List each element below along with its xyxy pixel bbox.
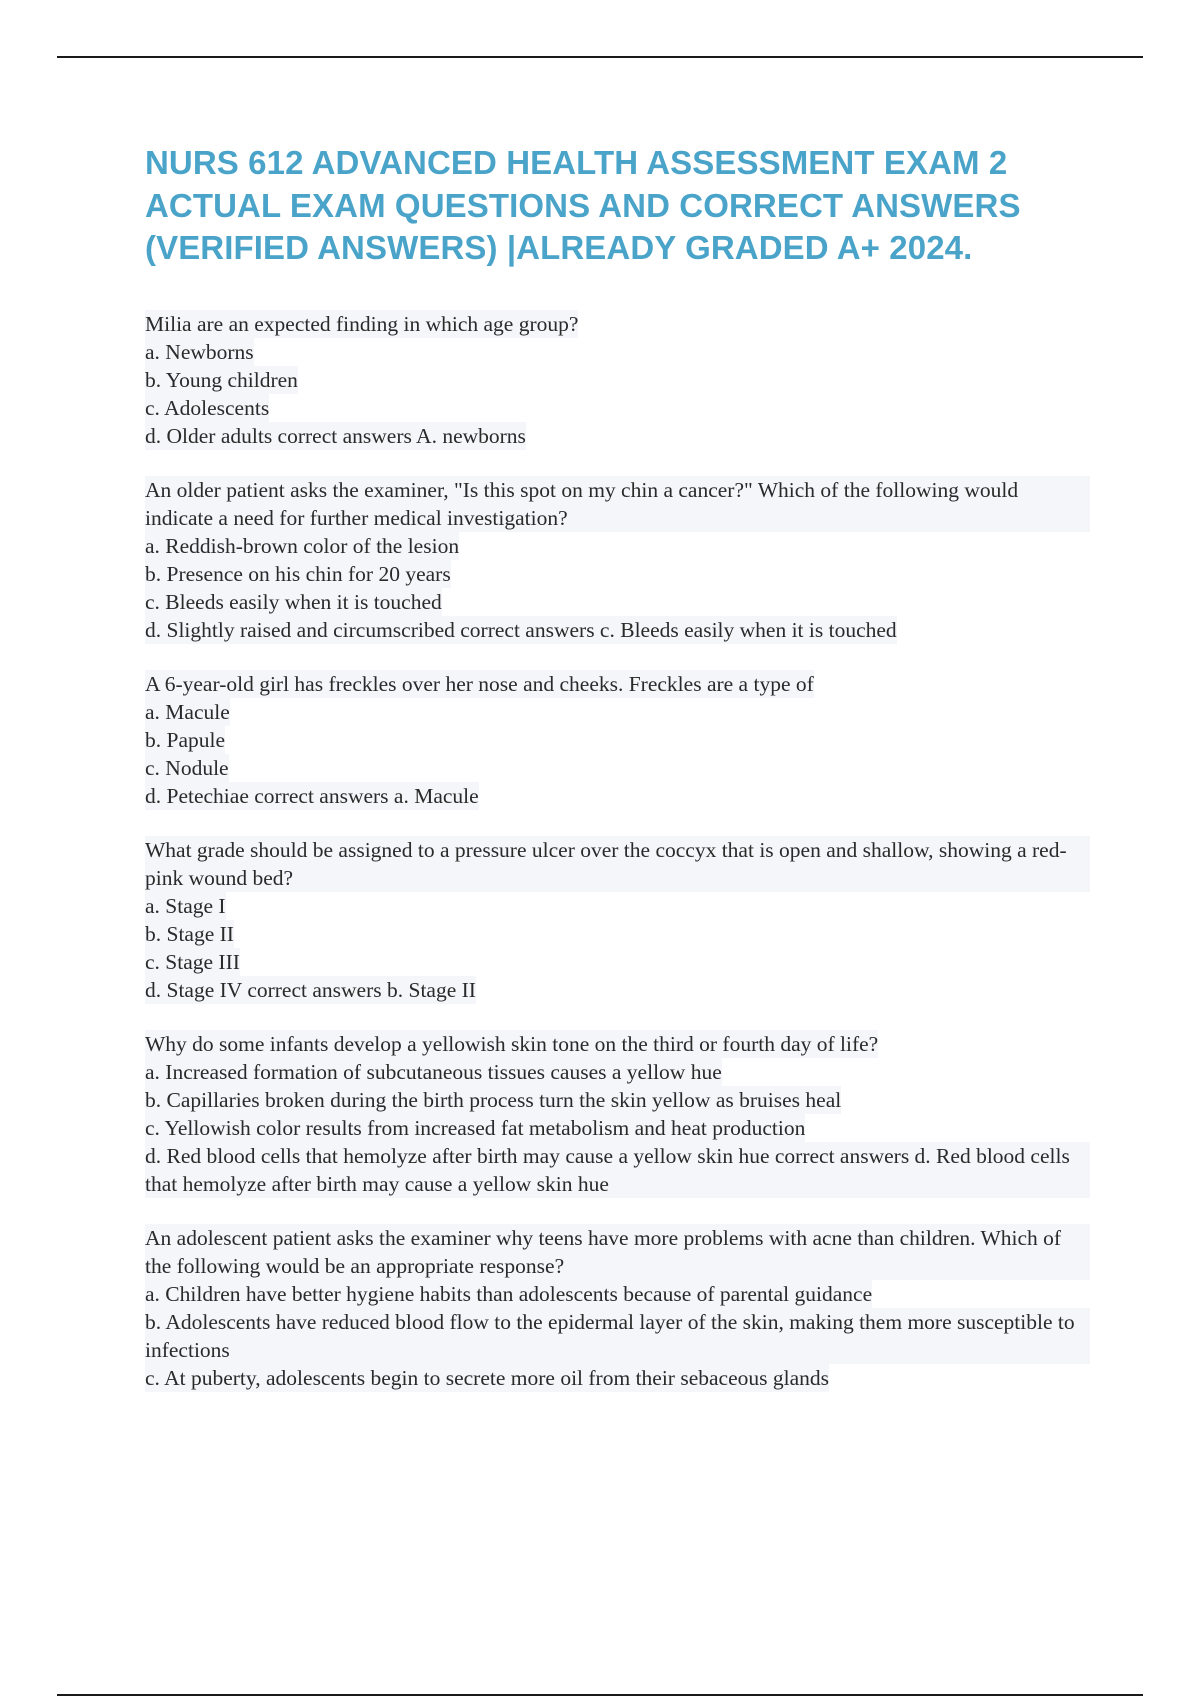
answer-option: a. Newborns: [145, 339, 254, 364]
question-block: [145, 1224, 1090, 1392]
answer-option: a. Children have better hygiene habits than adolescents because of parental guidance: [145, 1281, 873, 1306]
answer-option: a. Macule: [145, 699, 230, 724]
answer-option: c. At puberty, adolescents begin to secrete more oil from their sebaceous glands: [145, 1365, 830, 1390]
top-divider: [57, 56, 1143, 58]
question-stem: What grade should be assigned to a pressure ulcer over the coccyx that is open and shallow, showing a red-pink wound bed?: [145, 836, 1090, 892]
answer-option: c. Bleeds easily when it is touched: [145, 589, 442, 614]
answer-option-with-answer: d. Petechiae correct answers a. Macule: [145, 783, 479, 808]
question-list: [145, 310, 1090, 1392]
question-stem: A 6-year-old girl has freckles over her nose and cheeks. Freckles are a type of: [145, 671, 814, 696]
question-block: [145, 476, 1090, 644]
document-title: NURS 612 ADVANCED HEALTH ASSESSMENT EXAM 2 ACTUAL EXAM QUESTIONS AND CORRECT ANSWERS (VERIFIED ANSWERS) |ALREADY GRADED A+ 2024.: [145, 144, 1021, 266]
question-stem: An adolescent patient asks the examiner why teens have more problems with acne than children. Which of the following would be an appropriate response?: [145, 1224, 1090, 1280]
question-stem: Why do some infants develop a yellowish skin tone on the third or fourth day of life?: [145, 1031, 879, 1056]
question-block: [145, 1030, 1090, 1198]
answer-option-with-answer: d. Stage IV correct answers b. Stage II: [145, 977, 476, 1002]
question-block: [145, 670, 1090, 810]
answer-option-with-answer: d. Slightly raised and circumscribed correct answers c. Bleeds easily when it is touched: [145, 617, 897, 642]
answer-option: a. Reddish-brown color of the lesion: [145, 533, 460, 558]
question-stem: Milia are an expected finding in which age group?: [145, 311, 579, 336]
question-block: [145, 836, 1090, 1004]
answer-option: a. Increased formation of subcutaneous tissues causes a yellow hue: [145, 1059, 722, 1084]
question-stem: An older patient asks the examiner, "Is this spot on my chin a cancer?" Which of the following would indicate a need for further medical investigation?: [145, 476, 1090, 532]
answer-option: c. Yellowish color results from increased fat metabolism and heat production: [145, 1115, 806, 1140]
answer-option: a. Stage I: [145, 893, 226, 918]
answer-option: c. Adolescents: [145, 395, 270, 420]
answer-option-with-answer: d. Red blood cells that hemolyze after birth may cause a yellow skin hue correct answers d. Red blood cells that hemolyze after birth may cause a yellow skin hue: [145, 1142, 1090, 1198]
answer-option: c. Nodule: [145, 755, 229, 780]
answer-option: b. Adolescents have reduced blood flow to the epidermal layer of the skin, making them more susceptible to infections: [145, 1308, 1090, 1364]
answer-option: c. Stage III: [145, 949, 240, 974]
answer-option: b. Capillaries broken during the birth process turn the skin yellow as bruises heal: [145, 1087, 842, 1112]
answer-option: b. Stage II: [145, 921, 234, 946]
document-body: [145, 142, 1090, 1418]
answer-option: b. Young children: [145, 367, 298, 392]
answer-option: b. Papule: [145, 727, 226, 752]
answer-option: b. Presence on his chin for 20 years: [145, 561, 451, 586]
bottom-divider: [57, 1694, 1143, 1696]
answer-option-with-answer: d. Older adults correct answers A. newborns: [145, 423, 526, 448]
question-block: [145, 310, 1090, 450]
